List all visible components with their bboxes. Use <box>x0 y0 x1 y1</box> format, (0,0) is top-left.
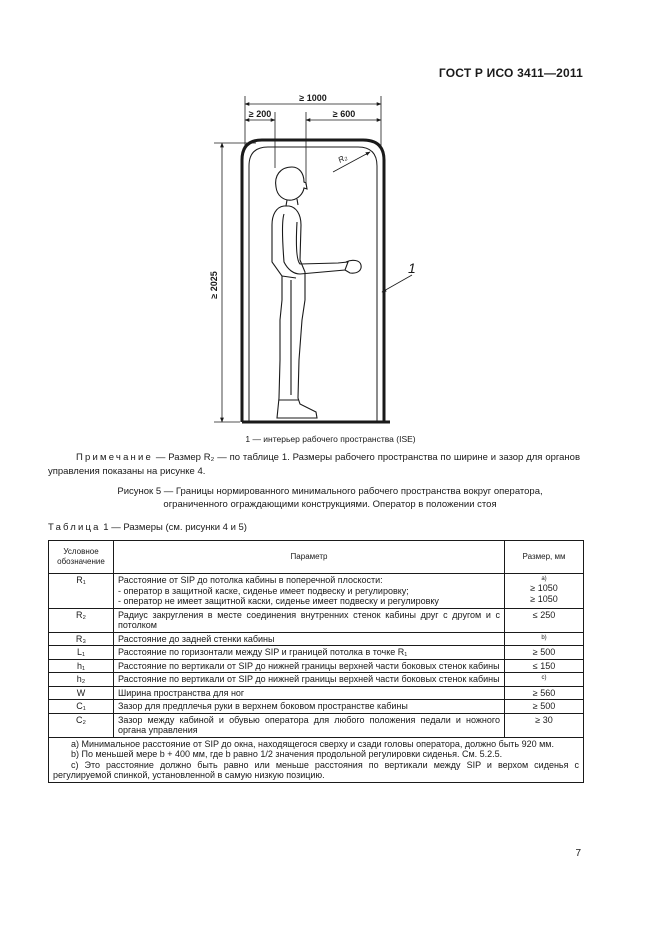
value-line: ≥ 560 <box>532 687 556 698</box>
value-line: ≥ 30 <box>535 714 553 725</box>
note-text: — Размер R₂ — по таблице 1. Размеры рабочего пространства по ширине и зазор для органов управления показаны на рисунке 4. <box>48 452 581 477</box>
parameter-line: Расстояние до задней стенки кабины <box>118 633 275 644</box>
row-symbol: C₂ <box>49 713 114 737</box>
header-symbol: Условное обозначение <box>49 541 114 574</box>
row-symbol: h₂ <box>49 673 114 687</box>
table-title <box>48 522 247 533</box>
callout-number: 1 <box>408 260 416 276</box>
value-line: c) <box>541 675 547 681</box>
row-parameter <box>114 574 505 609</box>
row-symbol: L₁ <box>49 646 114 660</box>
parameter-line: Расстояние по вертикали от SIP до нижней границы верхней части боковых стенок кабины <box>118 660 500 671</box>
row-parameter <box>114 686 505 700</box>
row-value <box>505 659 584 673</box>
table-row <box>49 713 584 737</box>
dim-total-label: ≥ 1000 <box>299 93 327 103</box>
table-footnotes <box>49 737 584 782</box>
parameter-line: - оператор не имеет защитной каски, сиденье имеет подвеску и регулировку <box>118 596 439 606</box>
row-symbol: R₂ <box>49 608 114 632</box>
value-line: ≤ 250 <box>532 609 556 620</box>
parameter-line: Расстояние по вертикали от SIP до нижней границы верхней части боковых стенок кабины <box>118 674 500 684</box>
row-symbol: C₁ <box>49 700 114 714</box>
row-value <box>505 713 584 737</box>
row-parameter <box>114 673 505 687</box>
table-row <box>49 574 584 609</box>
row-parameter <box>114 659 505 673</box>
table-row <box>49 659 584 673</box>
row-parameter <box>114 608 505 632</box>
row-value <box>505 608 584 632</box>
dim-height-label: ≥ 2025 <box>209 271 219 299</box>
table-row <box>49 632 584 646</box>
row-symbol: R₁ <box>49 574 114 609</box>
parameter-line: Расстояние от SIP до потолка кабины в поперечной плоскости: <box>118 575 383 585</box>
value-line: ≥ 500 <box>532 647 556 657</box>
value-line: ≤ 150 <box>532 660 556 671</box>
figure-title <box>60 485 600 511</box>
document-code: ГОСТ Р ИСО 3411—2011 <box>438 66 583 80</box>
row-parameter <box>114 646 505 660</box>
value-line: ≥ 500 <box>532 701 556 711</box>
note-label: Примечание <box>76 452 153 463</box>
row-parameter <box>114 700 505 714</box>
row-symbol: R₃ <box>49 632 114 646</box>
value-line: ≥ 1050 <box>530 593 558 604</box>
row-parameter <box>114 713 505 737</box>
dim-600-label: ≥ 600 <box>332 109 356 119</box>
figure-note <box>48 451 580 478</box>
row-value <box>505 574 584 609</box>
dim-200-label: ≥ 200 <box>248 109 272 119</box>
value-line: b) <box>541 634 547 641</box>
parameter-line: Ширина пространства для ног <box>118 687 245 698</box>
figure-caption-text: 1 — интерьер рабочего пространства (ISE) <box>245 434 416 444</box>
parameter-line: Радиус закругления в месте соединения внутренних стенок кабины друг с другом и с потолком <box>118 609 500 630</box>
parameter-line: Зазор между кабиной и обувью оператора для любого положения педали и ножного органа управления <box>118 714 500 735</box>
footnote-a: a) Минимальное расстояние от SIP до окна, находящегося сверху и сзади головы оператора, должно быть 920 мм. <box>71 738 554 749</box>
value-line: ≥ 1050 <box>530 583 558 593</box>
value-line: a) <box>541 576 547 582</box>
table-footnotes-row <box>49 737 584 782</box>
row-symbol: h₁ <box>49 659 114 673</box>
parameter-line: Расстояние по горизонтали между SIP и границей потолка в точке R₁ <box>118 647 408 657</box>
table-row <box>49 686 584 700</box>
parameter-line: - оператор в защитной каске, сиденье имеет подвеску и регулировку; <box>118 585 409 596</box>
table-row <box>49 646 584 660</box>
table-row <box>49 673 584 687</box>
figure-title-line1: Рисунок 5 — Границы нормированного минимального рабочего пространства вокруг оператора, <box>117 486 543 497</box>
page-number: 7 <box>575 848 581 859</box>
parameter-line: Зазор для предплечья руки в верхнем боковом пространстве кабины <box>118 701 408 711</box>
row-value <box>505 646 584 660</box>
figure-5-drawing <box>0 0 661 440</box>
figure-caption <box>0 434 661 444</box>
figure-title-line2: ограниченного ограждающими конструкциями. Оператор в положении стоя <box>163 499 497 510</box>
radius-label: R₂ <box>336 152 349 165</box>
table-label: Таблица <box>48 522 101 533</box>
header-value: Размер, мм <box>505 541 584 574</box>
table-title-text: 1 — Размеры (см. рисунки 4 и 5) <box>103 522 247 533</box>
row-symbol: W <box>49 686 114 700</box>
row-parameter <box>114 632 505 646</box>
footnote-b: b) По меньшей мере b + 400 мм, где b равно 1/2 значения продольной регулировки сиденья. См. 5.2.5. <box>71 749 503 759</box>
row-value <box>505 686 584 700</box>
table-row <box>49 608 584 632</box>
row-value <box>505 673 584 687</box>
dimensions-table <box>48 540 584 783</box>
row-value <box>505 700 584 714</box>
table-header-row <box>49 541 584 574</box>
row-value <box>505 632 584 646</box>
table-row <box>49 700 584 714</box>
header-param: Параметр <box>114 541 505 574</box>
footnote-c: c) Это расстояние должно быть равно или меньше расстояния по вертикали между SIP и верхом сиденья с регулируемой спинкой, установленной в самую низкую позицию. <box>53 759 579 780</box>
